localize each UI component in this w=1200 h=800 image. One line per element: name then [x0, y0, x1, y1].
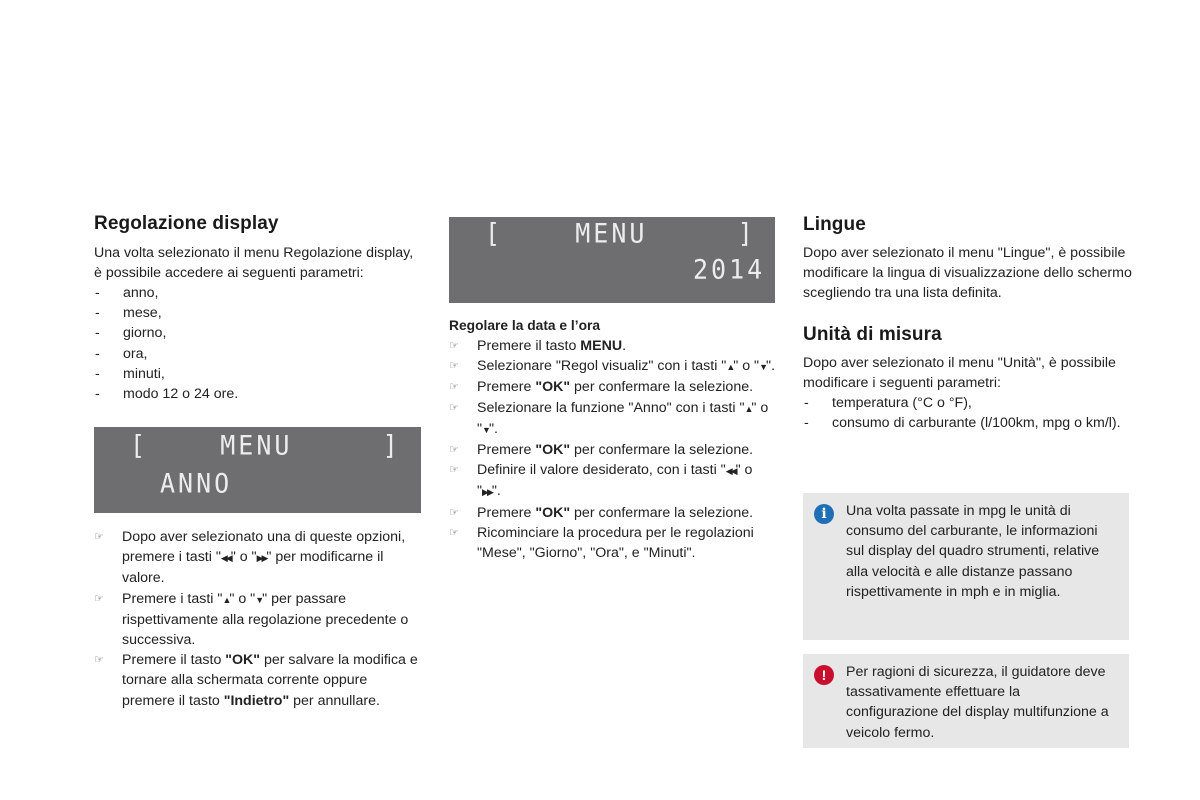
lcd-line-1: [ MENU ]	[130, 429, 401, 462]
step-item: ☞ Premere i tasti "▲" o "▼" per passare rispettivamente alla regolazione precedente o successiva.	[94, 590, 409, 649]
hand-pointer-icon: ☞	[449, 381, 459, 394]
step-item: ☞ Premere "OK" per confermare la selezione.	[449, 503, 775, 523]
hand-pointer-icon: ☞	[94, 592, 104, 605]
list-item: - consumo di carburante (l/100km, mpg o km/l).	[803, 413, 1121, 433]
step-item: ☞ Selezionare la funzione "Anno" con i tasti "▲" o "▼".	[449, 399, 769, 437]
section-heading-lingue: Lingue	[803, 214, 866, 235]
info-note-text: Una volta passate in mpg le unità di consumo del carburante, le informazioni sul display del quadro strumenti, relative alla velocità e alle distanze passano rispettivamente in mph e in miglia.	[846, 503, 1100, 600]
warning-note-text: Per ragioni di sicurezza, il guidatore deve tassativamente effettuare la configurazione del display multifunzione a veicolo fermo.	[846, 664, 1109, 741]
step-item: ☞ Selezionare "Regol visualiz" con i tasti "▲" o "▼".	[449, 356, 775, 377]
section-heading-display: Regolazione display	[94, 213, 279, 234]
lingue-text: Dopo aver selezionato il menu "Lingue", è possibile modificare la lingua di visualizzazione dello schermo scegliendo tra una lista definita.	[803, 245, 1132, 302]
date-time-subheading: Regolare la data e l’ora	[449, 318, 601, 333]
hand-pointer-icon: ☞	[449, 360, 459, 373]
step-item: ☞ Premere "OK" per confermare la selezione.	[449, 440, 775, 460]
display-steps-list	[94, 527, 424, 711]
hand-pointer-icon: ☞	[449, 340, 459, 352]
hand-pointer-icon: ☞	[94, 531, 104, 543]
lcd-line-2: ANNO	[160, 467, 233, 500]
list-item: - giorno,	[94, 323, 424, 343]
step-item: ☞ Dopo aver selezionato una di queste opzioni, premere i tasti "◀◀" o "▶▶" per modificarne il valore.	[94, 529, 406, 587]
section-heading-unita: Unità di misura	[803, 324, 942, 345]
step-item: ☞ Ricominciare la procedura per le regolazioni "Mese", "Giorno", "Ora", e "Minuti".	[449, 524, 754, 562]
info-note-box	[803, 493, 1129, 640]
unita-text: Dopo aver selezionato il menu "Unità", è possibile modificare i seguenti parametri:	[803, 355, 1116, 392]
list-item: - ora,	[94, 344, 424, 364]
step-item: ☞ Premere il tasto "OK" per salvare la modifica e tornare alla schermata corrente oppure premere il tasto "Indietro" per annullare.	[94, 652, 418, 709]
list-item: - minuti,	[94, 364, 424, 384]
display-parameters-list	[94, 283, 424, 404]
hand-pointer-icon: ☞	[449, 464, 459, 477]
display-intro-text: Una volta selezionato il menu Regolazione display, è possibile accedere ai seguenti parametri:	[94, 245, 414, 282]
hand-pointer-icon: ☞	[94, 654, 104, 667]
lcd-display-year	[449, 217, 775, 303]
hand-pointer-icon: ☞	[449, 526, 459, 539]
step-item: ☞ Definire il valore desiderato, con i tasti "◀◀" o "▶▶".	[449, 462, 753, 500]
lcd-line-2: 2014	[693, 253, 766, 286]
list-item: - anno,	[94, 283, 424, 303]
hand-pointer-icon: ☞	[449, 506, 459, 519]
hand-pointer-icon: ☞	[449, 444, 459, 457]
step-item: ☞ Premere il tasto MENU.	[449, 336, 775, 356]
lcd-line-1: [ MENU ]	[485, 217, 756, 250]
unita-parameters-list	[803, 393, 1121, 433]
date-time-steps-list	[449, 336, 775, 563]
hand-pointer-icon: ☞	[449, 401, 459, 414]
warning-icon: !	[814, 665, 834, 685]
list-item: - modo 12 o 24 ore.	[94, 384, 424, 404]
lcd-display-anno	[94, 427, 421, 513]
info-icon: i	[814, 504, 834, 524]
step-item: ☞ Premere "OK" per confermare la selezione.	[449, 377, 775, 397]
list-item: - temperatura (°C o °F),	[803, 393, 1121, 413]
warning-note-box	[803, 654, 1129, 748]
list-item: - mese,	[94, 303, 424, 323]
